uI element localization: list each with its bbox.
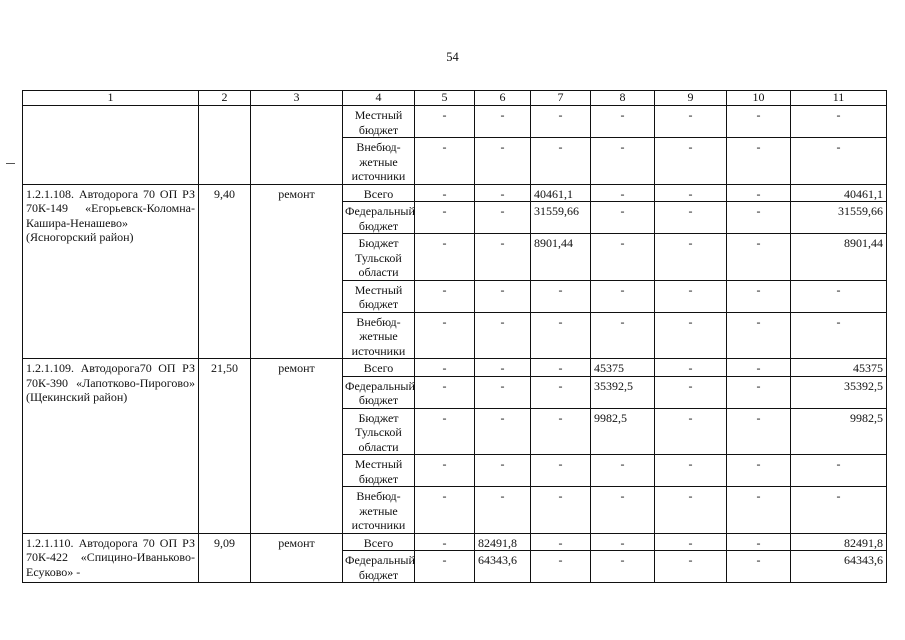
- amount-cell: -: [415, 234, 475, 281]
- column-header: 10: [727, 91, 791, 106]
- amount-cell: -: [655, 202, 727, 234]
- funding-source-cell: Местный бюджет: [343, 106, 415, 138]
- amount-cell: -: [591, 234, 655, 281]
- road-length-cell: [199, 106, 251, 185]
- amount-cell: -: [655, 533, 727, 551]
- amount-cell: -: [791, 106, 887, 138]
- amount-cell: -: [727, 551, 791, 583]
- amount-cell: -: [531, 312, 591, 359]
- amount-cell: -: [727, 359, 791, 377]
- amount-cell: -: [727, 533, 791, 551]
- amount-cell: -: [531, 533, 591, 551]
- column-header: 11: [791, 91, 887, 106]
- amount-cell: -: [727, 408, 791, 455]
- amount-cell: -: [791, 312, 887, 359]
- amount-cell: -: [591, 487, 655, 534]
- margin-mark: [6, 163, 15, 164]
- road-name-cell: [23, 106, 199, 185]
- road-length-cell: 9,09: [199, 533, 251, 583]
- amount-cell: -: [591, 106, 655, 138]
- amount-cell: -: [655, 359, 727, 377]
- amount-cell: -: [415, 487, 475, 534]
- amount-cell: -: [591, 533, 655, 551]
- amount-cell: -: [415, 138, 475, 185]
- amount-cell: 45375: [591, 359, 655, 377]
- amount-cell: 35392,5: [791, 376, 887, 408]
- amount-cell: -: [531, 280, 591, 312]
- amount-cell: -: [655, 106, 727, 138]
- amount-cell: -: [791, 138, 887, 185]
- column-header: 4: [343, 91, 415, 106]
- amount-cell: -: [591, 184, 655, 202]
- amount-cell: -: [475, 376, 531, 408]
- amount-cell: -: [655, 376, 727, 408]
- amount-cell: -: [475, 234, 531, 281]
- work-type-cell: ремонт: [251, 533, 343, 583]
- amount-cell: -: [655, 234, 727, 281]
- funding-source-cell: Местный бюджет: [343, 455, 415, 487]
- amount-cell: 64343,6: [791, 551, 887, 583]
- amount-cell: -: [727, 455, 791, 487]
- amount-cell: -: [531, 455, 591, 487]
- amount-cell: -: [415, 312, 475, 359]
- amount-cell: 31559,66: [531, 202, 591, 234]
- table-row: [23, 106, 887, 138]
- amount-cell: -: [655, 184, 727, 202]
- column-header: 6: [475, 91, 531, 106]
- amount-cell: -: [791, 280, 887, 312]
- amount-cell: -: [655, 408, 727, 455]
- amount-cell: -: [415, 551, 475, 583]
- amount-cell: 8901,44: [531, 234, 591, 281]
- column-header: 9: [655, 91, 727, 106]
- road-name-cell: 1.2.1.108. Автодорога 70 ОП РЗ 70К-149 «Егорьевск-Коломна-Кашира-Ненашево» (Ясногорский район): [23, 184, 199, 359]
- amount-cell: -: [531, 487, 591, 534]
- amount-cell: -: [415, 359, 475, 377]
- amount-cell: -: [727, 487, 791, 534]
- amount-cell: -: [591, 138, 655, 185]
- header-row: [23, 91, 887, 106]
- amount-cell: -: [475, 359, 531, 377]
- column-header: 1: [23, 91, 199, 106]
- amount-cell: 40461,1: [791, 184, 887, 202]
- road-name-cell: 1.2.1.110. Автодорога 70 ОП РЗ 70К-422 «Спицино-Иваньково-Есуково» -: [23, 533, 199, 583]
- amount-cell: -: [415, 202, 475, 234]
- funding-source-cell: Федеральный бюджет: [343, 202, 415, 234]
- amount-cell: -: [475, 455, 531, 487]
- funding-source-cell: Бюджет Тульской области: [343, 234, 415, 281]
- funding-source-cell: Всего: [343, 184, 415, 202]
- amount-cell: -: [727, 312, 791, 359]
- amount-cell: 40461,1: [531, 184, 591, 202]
- amount-cell: -: [415, 280, 475, 312]
- table-row: [23, 184, 887, 202]
- amount-cell: -: [655, 455, 727, 487]
- road-length-cell: 9,40: [199, 184, 251, 359]
- amount-cell: -: [655, 280, 727, 312]
- funding-source-cell: Федеральный бюджет: [343, 376, 415, 408]
- amount-cell: -: [415, 533, 475, 551]
- funding-source-cell: Внебюд-жетные источники: [343, 312, 415, 359]
- amount-cell: 64343,6: [475, 551, 531, 583]
- funding-source-cell: Внебюд-жетные источники: [343, 138, 415, 185]
- amount-cell: -: [655, 312, 727, 359]
- column-header: 7: [531, 91, 591, 106]
- amount-cell: -: [591, 280, 655, 312]
- amount-cell: -: [531, 408, 591, 455]
- amount-cell: -: [531, 359, 591, 377]
- amount-cell: -: [591, 551, 655, 583]
- amount-cell: -: [791, 455, 887, 487]
- amount-cell: 31559,66: [791, 202, 887, 234]
- column-header: 3: [251, 91, 343, 106]
- amount-cell: -: [727, 184, 791, 202]
- amount-cell: 9982,5: [791, 408, 887, 455]
- amount-cell: -: [475, 487, 531, 534]
- work-type-cell: ремонт: [251, 359, 343, 534]
- column-header: 8: [591, 91, 655, 106]
- amount-cell: -: [475, 312, 531, 359]
- funding-source-cell: Внебюд-жетные источники: [343, 487, 415, 534]
- column-header: 2: [199, 91, 251, 106]
- funding-source-cell: Всего: [343, 359, 415, 377]
- amount-cell: 82491,8: [791, 533, 887, 551]
- amount-cell: -: [475, 408, 531, 455]
- amount-cell: -: [727, 106, 791, 138]
- budget-table: [22, 90, 887, 583]
- amount-cell: -: [475, 138, 531, 185]
- amount-cell: 9982,5: [591, 408, 655, 455]
- amount-cell: -: [415, 376, 475, 408]
- amount-cell: 82491,8: [475, 533, 531, 551]
- amount-cell: -: [655, 487, 727, 534]
- amount-cell: -: [791, 487, 887, 534]
- amount-cell: -: [415, 408, 475, 455]
- amount-cell: -: [531, 138, 591, 185]
- page-number: 54: [446, 50, 459, 64]
- amount-cell: -: [415, 184, 475, 202]
- amount-cell: -: [415, 455, 475, 487]
- amount-cell: -: [727, 376, 791, 408]
- amount-cell: -: [655, 138, 727, 185]
- amount-cell: -: [475, 280, 531, 312]
- work-type-cell: [251, 106, 343, 185]
- amount-cell: -: [415, 106, 475, 138]
- amount-cell: -: [475, 184, 531, 202]
- amount-cell: -: [591, 202, 655, 234]
- column-header: 5: [415, 91, 475, 106]
- work-type-cell: ремонт: [251, 184, 343, 359]
- amount-cell: -: [591, 455, 655, 487]
- funding-source-cell: Местный бюджет: [343, 280, 415, 312]
- amount-cell: -: [475, 106, 531, 138]
- amount-cell: -: [591, 312, 655, 359]
- amount-cell: -: [531, 106, 591, 138]
- amount-cell: -: [727, 280, 791, 312]
- funding-source-cell: Федеральный бюджет: [343, 551, 415, 583]
- amount-cell: -: [727, 138, 791, 185]
- amount-cell: -: [531, 551, 591, 583]
- amount-cell: -: [727, 202, 791, 234]
- amount-cell: 45375: [791, 359, 887, 377]
- road-name-cell: 1.2.1.109. Автодорога70 ОП РЗ 70К-390 «Лапотково-Пирогово» (Щекинский район): [23, 359, 199, 534]
- funding-source-cell: Бюджет Тульской области: [343, 408, 415, 455]
- amount-cell: -: [727, 234, 791, 281]
- amount-cell: 35392,5: [591, 376, 655, 408]
- funding-source-cell: Всего: [343, 533, 415, 551]
- amount-cell: -: [531, 376, 591, 408]
- road-length-cell: 21,50: [199, 359, 251, 534]
- amount-cell: -: [475, 202, 531, 234]
- table-row: [23, 359, 887, 377]
- amount-cell: 8901,44: [791, 234, 887, 281]
- table-body: [23, 106, 887, 583]
- table-row: [23, 533, 887, 551]
- amount-cell: -: [655, 551, 727, 583]
